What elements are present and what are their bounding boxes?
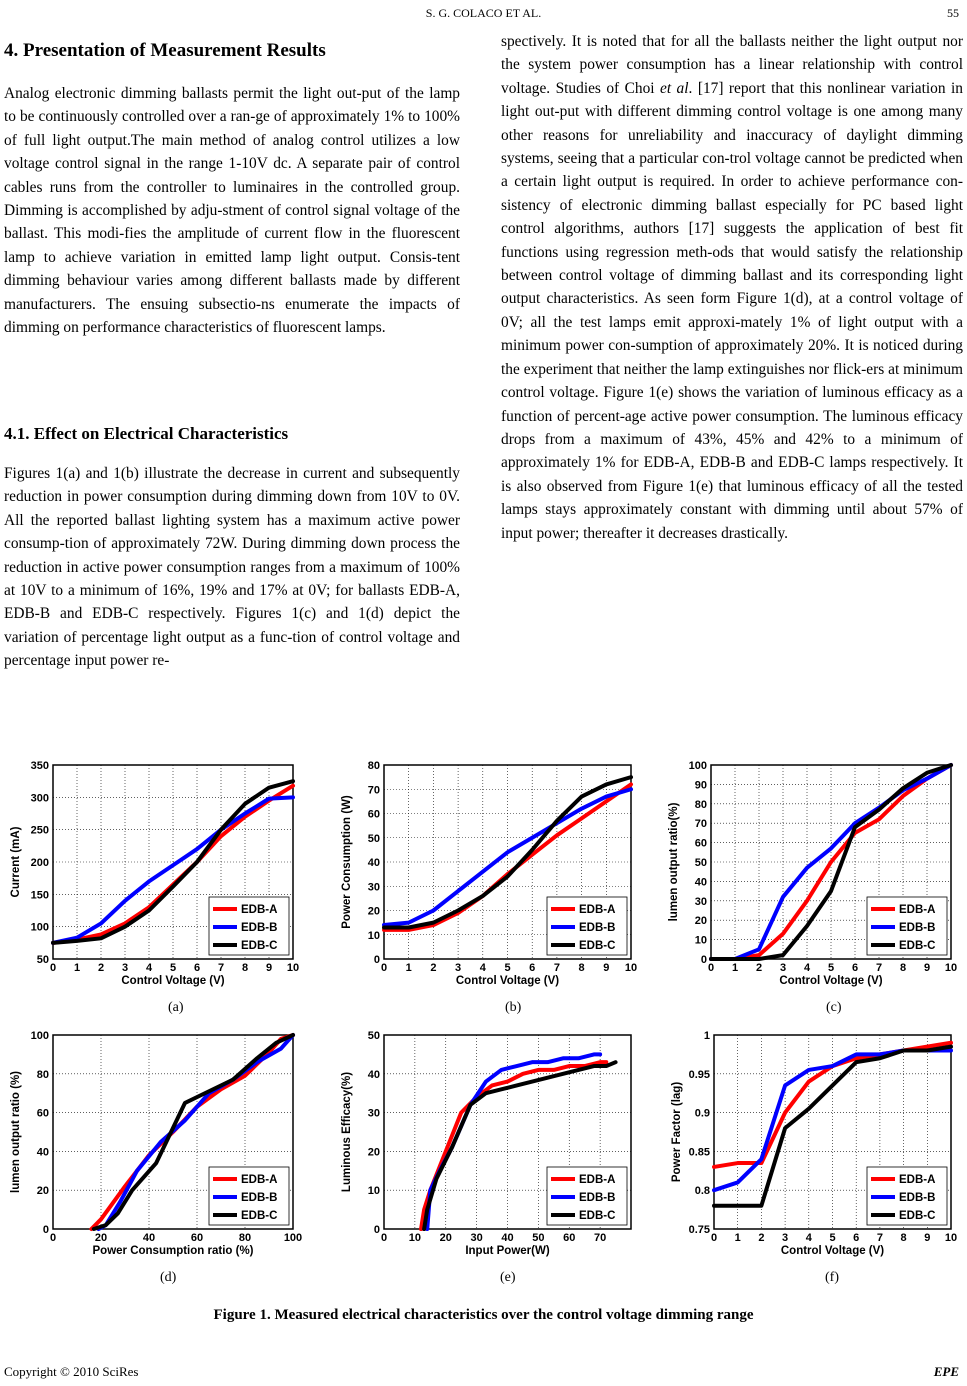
chart-4: [0, 1023, 353, 1277]
legend-label: EDB-B: [899, 922, 936, 934]
y-tick-label: 250: [30, 824, 49, 837]
y-axis-label: lumen output ratio (%): [10, 1070, 22, 1194]
x-tick-label: 80: [238, 1232, 252, 1244]
legend-label: EDB-C: [899, 1210, 936, 1222]
intro-paragraph: [4, 82, 460, 339]
x-tick-label: 5: [829, 1232, 836, 1244]
y-tick-label: 30: [694, 895, 707, 908]
figure-caption: Figure 1. Measured electrical characteristics over the control voltage dimming range: [213, 1307, 754, 1323]
legend-label: EDB-A: [241, 1174, 278, 1186]
y-tick-label: 80: [367, 760, 380, 772]
x-tick-label: 4: [803, 962, 811, 974]
x-tick-label: 7: [876, 1232, 883, 1244]
page-number: 55: [947, 6, 959, 20]
x-tick-label: 3: [455, 962, 462, 974]
x-tick-label: 2: [97, 962, 105, 974]
x-tick-label: 0: [49, 1232, 57, 1244]
x-tick-label: 1: [734, 1232, 741, 1244]
left-paragraph: [4, 462, 460, 673]
legend-label: EDB-C: [241, 940, 278, 952]
y-axis-label: lumen output ratio(%): [668, 802, 680, 922]
y-tick-label: 350: [30, 760, 49, 772]
x-tick-label: 40: [142, 1232, 156, 1244]
y-tick-label: 150: [30, 889, 49, 902]
section-title: 4. Presentation of Measurement Results: [4, 40, 326, 61]
x-tick-label: 2: [755, 962, 763, 974]
y-tick-label: 60: [694, 837, 707, 850]
right-column: [501, 30, 963, 545]
legend-label: EDB-C: [899, 940, 936, 952]
x-tick-label: 8: [578, 962, 585, 974]
x-tick-label: 5: [169, 962, 177, 974]
legend-label: EDB-C: [579, 1210, 616, 1222]
y-tick-label: 80: [694, 798, 707, 811]
right-paragraph: [501, 30, 963, 545]
y-axis-label: Power Consumption (W): [341, 795, 353, 929]
panel-label: (c): [826, 1000, 842, 1015]
x-tick-label: 4: [479, 962, 486, 974]
x-tick-label: 3: [779, 962, 787, 974]
x-tick-label: 9: [924, 1232, 931, 1244]
y-tick-label: 70: [694, 818, 707, 831]
x-tick-label: 0: [710, 1232, 718, 1244]
y-tick-label: 30: [367, 881, 380, 894]
y-tick-label: 0: [700, 954, 707, 966]
x-tick-label: 10: [944, 1232, 958, 1244]
y-tick-label: 300: [30, 792, 49, 805]
x-axis-label: Control Voltage (V): [780, 1245, 885, 1257]
running-header: [0, 6, 967, 22]
x-axis-label: Control Voltage (V): [779, 975, 883, 987]
legend-label: EDB-A: [579, 904, 616, 916]
x-tick-label: 2: [758, 1232, 765, 1244]
legend-label: EDB-B: [579, 922, 616, 934]
x-tick-label: 20: [94, 1232, 108, 1244]
panel-label: (f): [825, 1270, 839, 1285]
y-tick-label: 40: [694, 876, 707, 889]
chart-2: [324, 753, 691, 1007]
legend-label: EDB-A: [899, 904, 936, 916]
chart-6: [654, 1023, 967, 1277]
chart-3: [651, 753, 967, 1007]
x-axis-label: Control Voltage (V): [455, 975, 560, 987]
y-tick-label: 60: [36, 1107, 49, 1120]
x-tick-label: 2: [430, 962, 437, 974]
y-tick-label: 50: [367, 832, 380, 845]
y-tick-label: 50: [694, 857, 707, 869]
right-paragraph-part-a: spectively. It is noted that for all the ballasts neither the light output nor the system power consumption has a linear relationship with control voltage. Studies of Choi: [501, 33, 963, 97]
subsection-title: 4.1. Effect on Electrical Characteristics: [4, 424, 289, 443]
y-tick-label: 0: [42, 1224, 49, 1236]
y-tick-label: 40: [367, 857, 380, 869]
y-axis-label: Power Factor (lag): [671, 1081, 683, 1183]
y-tick-label: 0.8: [694, 1185, 710, 1198]
panel-label: (b): [505, 1000, 522, 1015]
citation-et-al: et al: [660, 79, 689, 97]
y-tick-label: 0: [373, 1224, 380, 1236]
left-paragraph-text: Figures 1(a) and 1(b) illustrate the decrease in current and subsequently reduction in power consumption during dimming down from 10V to 0V. All the reported ballast lighting system has a maximum active power consump-tion of approximately 72W. During dimming down process the reduction in active power consumption ranges from a maximum of 100% at 10V to a minimum of 16%, 19% and 17% at 0V; for ballasts EDB-A, EDB-B and EDB-C respectively. Figures 1(c) and 1(d) depict the variation of percentage light output as a func-tion of control voltage and percentage input power re-: [4, 465, 460, 670]
x-tick-label: 5: [827, 962, 835, 974]
x-tick-label: 9: [603, 962, 610, 974]
x-tick-label: 0: [707, 962, 715, 974]
y-tick-label: 0.95: [688, 1068, 710, 1081]
y-tick-label: 40: [36, 1146, 49, 1159]
x-tick-label: 9: [265, 962, 273, 974]
x-tick-label: 50: [532, 1232, 545, 1244]
x-tick-label: 6: [851, 962, 859, 974]
right-paragraph-part-b: . [17] report that this nonlinear variation in light out-put with different dimming control voltage is one among many other reasons for unreliability and inaccuracy of daylight dimming systems, seeing that a particular con-trol voltage cannot be predicted when a certain light output is required. In order to achieve performance con-sistency of electronic dimming ballast especially for PC based light control algorithms, authors [17] suggests the application of best fit functions using regression meth-ods that would satisfy the relationship between control voltage of dimming ballast and its corresponding light output characteristics. As seen form Figure 1(d), at a control voltage of 0V; all the test lamps emit approxi-mately 1% of light output with a minimum power con-sumption of approximately 20%. It is noticed during the experiment that neither the lamp extinguishes nor flick-ers at minimum control voltage. Figure 1(e) shows the variation of luminous efficacy as a function of percent-age active power consumption. The luminous efficacy drops from a maximum of 43%, 45% and 42% to a minimum of approximately 1% for EDB-A, EDB-B and EDB-C lamps respectively. It is also observed from Figure 1(e) that luminous efficacy of all the tested lamps stays approximately constant with dimming until about 57% of input power; thereafter it decreases drastically.: [501, 79, 963, 542]
x-tick-label: 1: [405, 962, 412, 974]
y-tick-label: 0: [373, 954, 380, 966]
chart-5: [324, 1023, 691, 1277]
x-tick-label: 6: [193, 962, 201, 974]
legend-label: EDB-B: [241, 922, 278, 934]
legend-label: EDB-A: [899, 1174, 936, 1186]
y-tick-label: 50: [367, 1030, 380, 1042]
x-tick-label: 4: [805, 1232, 812, 1244]
x-tick-label: 60: [563, 1232, 576, 1244]
legend-label: EDB-C: [241, 1210, 278, 1222]
panel-label: (d): [160, 1270, 177, 1285]
x-tick-label: 7: [553, 962, 560, 974]
x-tick-label: 40: [501, 1232, 514, 1244]
y-tick-label: 30: [367, 1107, 380, 1120]
x-tick-label: 0: [380, 1232, 388, 1244]
x-tick-label: 4: [145, 962, 153, 974]
x-axis-label: Input Power(W): [465, 1245, 550, 1257]
y-tick-label: 90: [694, 779, 707, 792]
y-tick-label: 20: [694, 915, 707, 928]
x-tick-label: 0: [49, 962, 57, 974]
y-axis-label: Current (mA): [10, 826, 22, 898]
y-tick-label: 40: [367, 1068, 380, 1081]
x-tick-label: 7: [875, 962, 883, 974]
x-axis-label: Power Consumption ratio (%): [92, 1245, 254, 1257]
journal-abbrev: EPE: [933, 1364, 959, 1379]
y-tick-label: 10: [367, 929, 380, 942]
y-tick-label: 10: [694, 934, 707, 947]
x-tick-label: 9: [923, 962, 931, 974]
y-tick-label: 100: [30, 1030, 49, 1042]
x-tick-label: 1: [73, 962, 81, 974]
x-tick-label: 8: [241, 962, 249, 974]
intro-text: Analog electronic dimming ballasts permit the light out-put of the lamp to be continuously controlled over a ran-ge of approximately 1% to 100% of full light output.The main method of analog control utilizes a low voltage control signal in the range 1-10V dc. A separate pair of control cables runs from the controller to luminaires in the controlled group. Dimming is accomplished by adju-stment of control signal voltage of the ballast. This modi-fies the amplitude of current flow in the fluorescent lamp to achieve variation in emitted lamp light output. Consis-tent dimming behaviour varies among different ballasts made by different manufacturers. The ensuing subsectio-ns enumerate the impacts of dimming on performance characteristics of fluorescent lamps.: [4, 85, 460, 337]
chart-1: [0, 753, 353, 1007]
y-tick-label: 0.75: [688, 1224, 710, 1236]
x-tick-label: 10: [624, 962, 638, 974]
legend-label: EDB-A: [579, 1174, 616, 1186]
y-tick-label: 1: [703, 1030, 710, 1042]
x-tick-label: 10: [286, 962, 300, 974]
x-tick-label: 0: [380, 962, 388, 974]
x-tick-label: 30: [470, 1232, 483, 1244]
x-tick-label: 8: [899, 962, 907, 974]
y-tick-label: 60: [367, 808, 380, 821]
legend-label: EDB-B: [899, 1192, 936, 1204]
y-tick-label: 200: [30, 857, 49, 869]
y-tick-label: 0.85: [688, 1146, 710, 1159]
y-tick-label: 0.9: [694, 1107, 710, 1120]
y-tick-label: 70: [367, 784, 380, 797]
y-tick-label: 100: [688, 760, 707, 772]
copyright: Copyright © 2010 SciRes: [4, 1364, 139, 1379]
panel-label: (e): [500, 1270, 516, 1285]
y-tick-label: 50: [36, 954, 49, 966]
legend-label: EDB-A: [241, 904, 278, 916]
x-tick-label: 3: [121, 962, 129, 974]
x-tick-label: 20: [439, 1232, 452, 1244]
x-tick-label: 3: [782, 1232, 789, 1244]
x-tick-label: 1: [731, 962, 739, 974]
x-axis-label: Control Voltage (V): [121, 975, 225, 987]
legend-label: EDB-C: [579, 940, 616, 952]
x-tick-label: 7: [217, 962, 225, 974]
x-tick-label: 100: [283, 1232, 303, 1244]
y-axis-label: Luminous Efficacy(%): [341, 1071, 353, 1193]
x-tick-label: 8: [900, 1232, 907, 1244]
x-tick-label: 6: [529, 962, 536, 974]
x-tick-label: 70: [594, 1232, 607, 1244]
legend-label: EDB-B: [579, 1192, 616, 1204]
panel-label: (a): [168, 1000, 184, 1015]
x-tick-label: 6: [853, 1232, 860, 1244]
y-tick-label: 20: [36, 1185, 49, 1198]
y-tick-label: 20: [367, 905, 380, 918]
x-tick-label: 5: [504, 962, 511, 974]
x-tick-label: 10: [944, 962, 958, 974]
y-tick-label: 80: [36, 1068, 49, 1081]
legend-label: EDB-B: [241, 1192, 278, 1204]
page-footer: [4, 1364, 959, 1382]
x-tick-label: 60: [190, 1232, 204, 1244]
y-tick-label: 20: [367, 1146, 380, 1159]
y-tick-label: 100: [30, 921, 49, 934]
x-tick-label: 10: [408, 1232, 421, 1244]
y-tick-label: 10: [367, 1185, 380, 1198]
running-head: S. G. COLACO ET AL.: [425, 6, 542, 20]
